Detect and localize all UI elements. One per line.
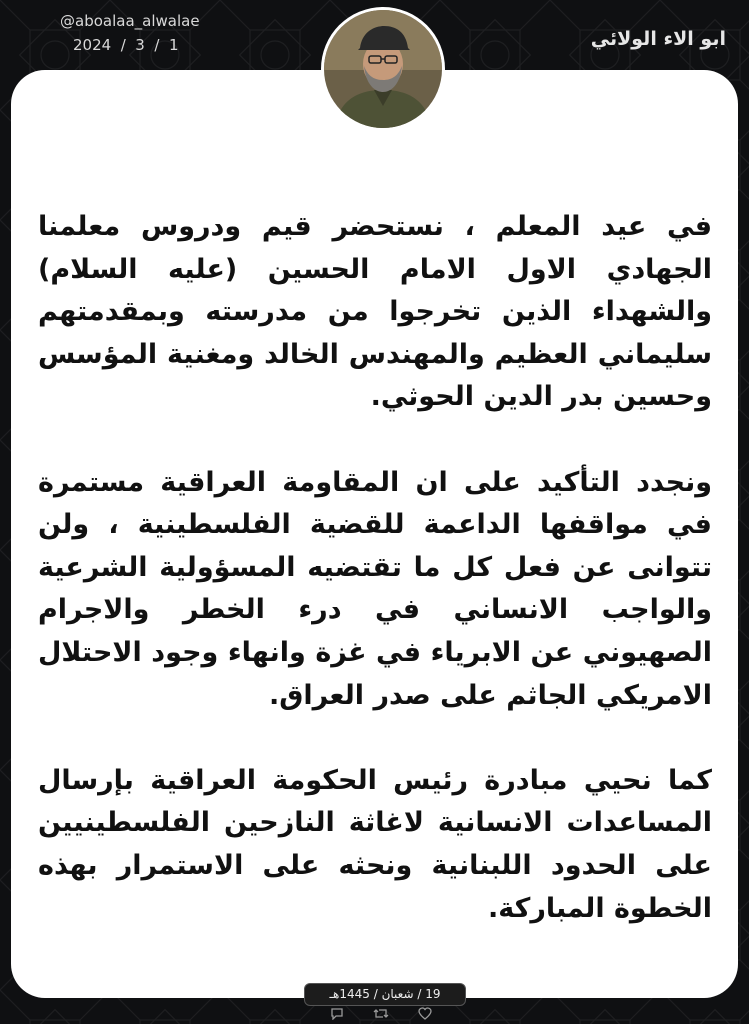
user-handle[interactable]: @aboalaa_alwalae (60, 12, 200, 30)
post-paragraph-2: ونجدد التأكيد على ان المقاومة العراقية مستمرة في مواقفها الداعمة للقضية الفلسطينية ، ولن تتوانى عن فعل كل ما تقتضيه المسؤولية الشرعية والواجب الانساني في درء الخطر والاجرام الصهيوني عن الابرياء في غزة وانهاء وجود الاحتلال الامريكي الجاثم على صدر العراق. (38, 466, 712, 711)
comment-icon[interactable] (330, 1007, 344, 1023)
avatar[interactable] (324, 10, 442, 128)
hijri-date-badge: 19 / شعبان / 1445هـ (304, 983, 466, 1006)
avatar-image (324, 10, 442, 128)
retweet-icon[interactable] (373, 1007, 389, 1023)
post-paragraph-3: كما نحيي مبادرة رئيس الحكومة العراقية بإرسال المساعدات الانسانية لاغاثة النازحين الفلسطينيين على الحدود اللبنانية ونحثه على الاستمرار بهذه الخطوة المباركة. (38, 764, 712, 924)
post-text (38, 206, 712, 930)
like-icon[interactable] (418, 1007, 432, 1023)
post-paragraph-1: في عيد المعلم ، نستحضر قيم ودروس معلمنا الجهادي الاول الامام الحسين (عليه السلام) والشهداء الذين تخرجوا من مدرسته وبمقدمتهم سليماني العظيم والمهندس الخالد ومغنية المؤسس وحسين بدر الدين الحوثي. (38, 211, 712, 413)
post-date: 2024 / 3 / 1 (73, 36, 179, 54)
post-actions (316, 1007, 446, 1023)
user-name[interactable]: ابو الاء الولائي (590, 28, 726, 50)
